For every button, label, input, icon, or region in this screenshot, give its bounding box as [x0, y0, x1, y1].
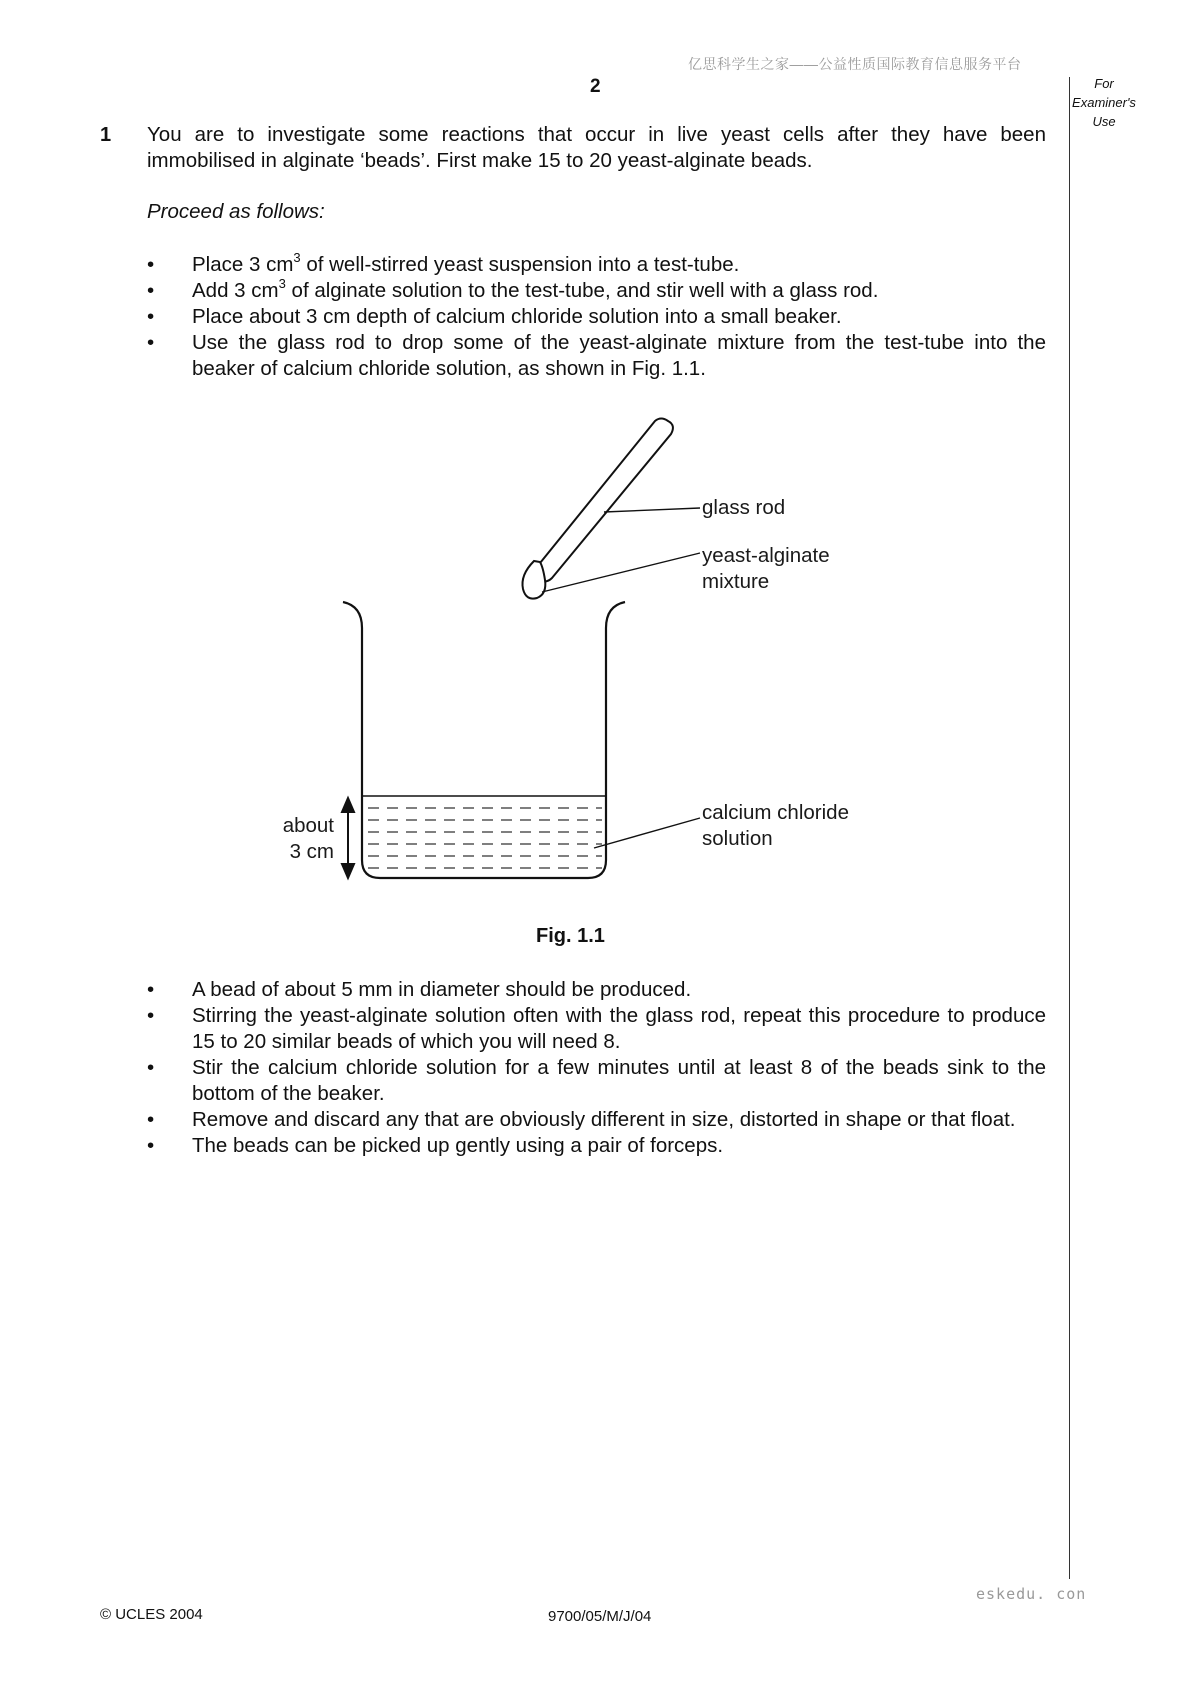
beaker	[343, 602, 625, 878]
leader-solution	[594, 818, 700, 848]
label-mixture-2: mixture	[702, 570, 770, 593]
yeast-alginate-drop	[522, 561, 545, 599]
question-intro: You are to investigate some reactions that occur in live yeast cells after they have been immobilised in alginate ‘beads’. First make 15 to 20 yeast-alginate beads.	[147, 123, 1046, 172]
list-item: • The beads can be picked up gently using a pair of forceps.	[147, 1134, 724, 1157]
list-item: • Remove and discard any that are obviously different in size, distorted in shape or that float.	[147, 1108, 1016, 1131]
list-item: • Add 3 $cm^3$ of alginate solution to the test-tube, and stir well with a glass rod.	[147, 276, 879, 302]
label-depth-2: 3 cm	[289, 840, 334, 863]
list-item: • Stirring the yeast-alginate solution often with the glass rod, repeat this procedure to produce 15 to 20 similar beads of which you will need 8.	[147, 1004, 1046, 1053]
list-item: • Use the glass rod to drop some of the yeast-alginate mixture from the test-tube into the beaker of calcium chloride solution, as shown in Fig. 1.1.	[147, 331, 1046, 380]
figure-caption: Fig. 1.1	[536, 925, 605, 947]
list-item: • Stir the calcium chloride solution for a few minutes until at least 8 of the beads sink to the bottom of the beaker.	[147, 1056, 1046, 1105]
examiner-label-3: Use	[1092, 114, 1116, 129]
label-glass-rod: glass rod	[702, 496, 786, 519]
copyright: © UCLES 2004	[100, 1606, 203, 1623]
proceed-heading: Proceed as follows:	[147, 200, 325, 223]
label-solution-1: calcium chloride	[702, 801, 849, 824]
label-mixture-1: yeast-alginate	[702, 544, 830, 567]
label-depth-1: about	[282, 814, 334, 837]
site-watermark: eskedu. con	[976, 1585, 1087, 1603]
steps-after-list	[147, 977, 1046, 1159]
page-number: 2	[590, 76, 601, 97]
label-solution-2: solution	[702, 827, 773, 850]
examiner-label-2: Examiner's	[1072, 95, 1136, 110]
examiner-label-1: For	[1094, 76, 1114, 91]
question-number: 1	[100, 124, 112, 146]
solution-dashes	[368, 808, 602, 868]
list-item: • A bead of about 5 mm in diameter should be produced.	[147, 978, 692, 1001]
watermark-header: 亿思科学生之家——公益性质国际教育信息服务平台	[688, 56, 1022, 72]
paper-code: 9700/05/M/J/04	[548, 1608, 652, 1625]
depth-arrow	[342, 798, 354, 878]
list-item: • Place about 3 cm depth of calcium chloride solution into a small beaker.	[147, 305, 842, 328]
leader-glass-rod	[604, 508, 700, 512]
list-item: • Place 3 $cm^3$ of well-stirred yeast suspension into a test-tube.	[147, 250, 740, 276]
glass-rod	[533, 419, 672, 582]
